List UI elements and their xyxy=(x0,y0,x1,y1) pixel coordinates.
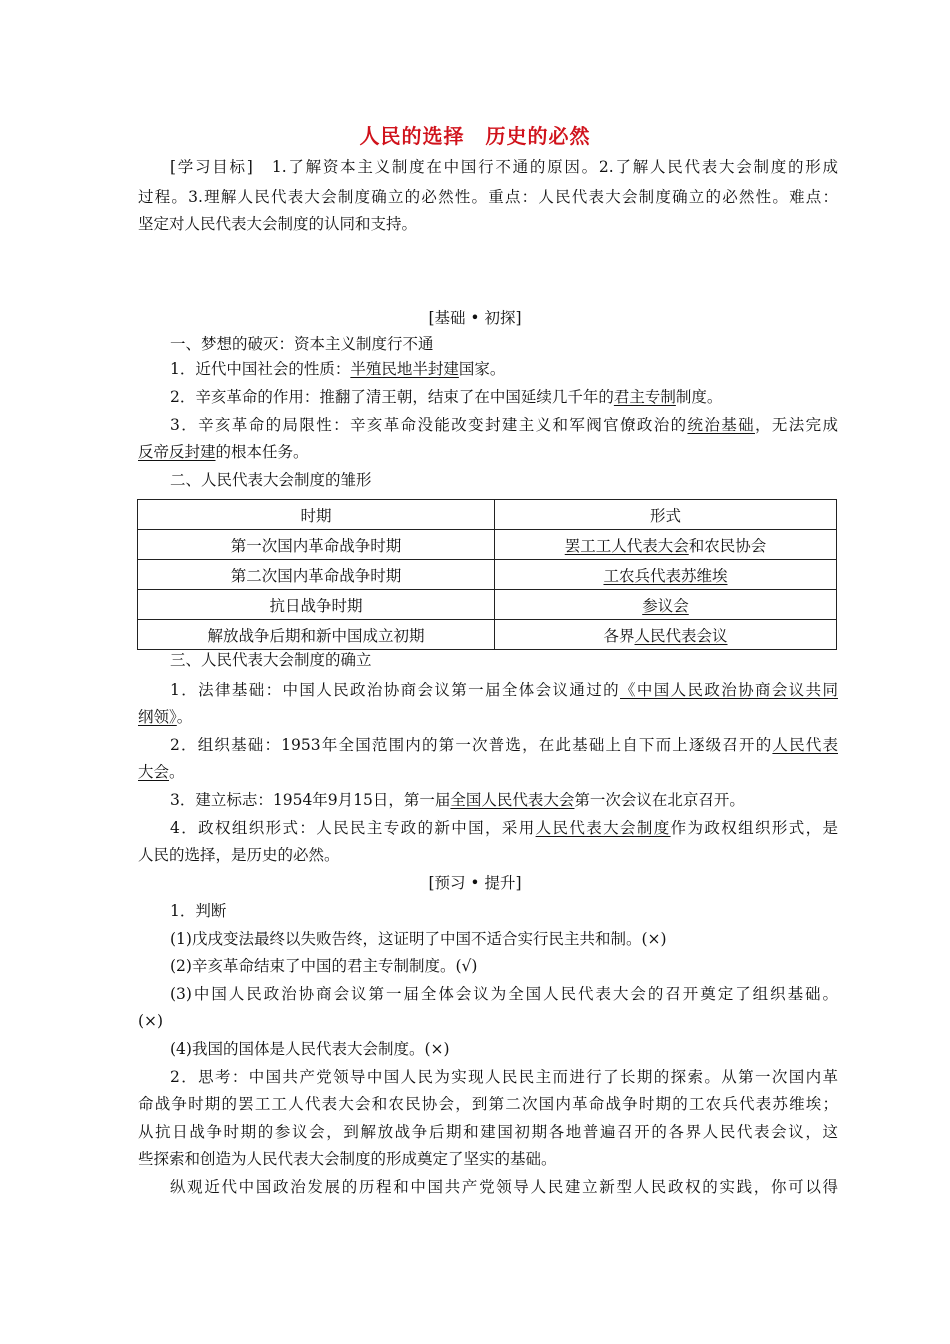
part3-item-3: 3．建立标志：1954年9月15日，第一届全国人民代表大会第一次会议在北京召开。 xyxy=(170,791,745,809)
judge-heading: 1．判断 xyxy=(170,902,227,920)
think-line-3: 从抗日战争时期的参议会，到解放战争后期和建国初期各地普遍召开的各界人民代表会议，这 xyxy=(138,1123,838,1141)
part1-item-1: 1．近代中国社会的性质：半殖民地半封建国家。 xyxy=(170,360,506,378)
table-row xyxy=(138,530,837,560)
part3-heading: 三、人民代表大会制度的确立 xyxy=(170,651,372,669)
table-row xyxy=(138,590,837,620)
judge-question-3-cont: (×) xyxy=(138,1012,164,1030)
judge-question-3: (3)中国人民政治协商会议第一届全体会议为全国人民代表大会的召开奠定了组织基础。 xyxy=(170,985,838,1003)
table-cell-period: 第一次国内革命战争时期 xyxy=(138,530,495,560)
part3-item-2-cont: 大会。 xyxy=(138,763,185,781)
form-table xyxy=(137,499,837,650)
part1-item-2: 2．辛亥革命的作用：推翻了清王朝，结束了在中国延续几千年的君主专制制度。 xyxy=(170,388,723,406)
fill-answer: 统治基础 xyxy=(687,416,755,434)
objectives-line-3: 坚定对人民代表大会制度的认同和支持。 xyxy=(138,215,418,233)
objectives-line-2: 过程。3.理解人民代表大会制度确立的必然性。重点：人民代表大会制度确立的必然性。难点： xyxy=(138,188,838,206)
fill-answer: 君主专制 xyxy=(613,388,676,406)
part3-item-4-cont: 人民的选择，是历史的必然。 xyxy=(138,846,340,864)
table-cell-form: 工农兵代表苏维埃 xyxy=(495,560,837,590)
part3-item-1: 1．法律基础：中国人民政治协商会议第一届全体会议通过的《中国人民政治协商会议共同 xyxy=(170,681,838,699)
section-preview-heading: [预习 • 提升] xyxy=(428,874,522,892)
fill-answer: 半殖民地半封建 xyxy=(350,360,459,378)
part3-item-1-cont: 纲领》。 xyxy=(138,708,193,726)
table-header-row xyxy=(138,500,837,530)
table-row xyxy=(138,620,837,650)
page-title: 人民的选择 历史的必然 xyxy=(359,124,591,148)
table-header-period: 时期 xyxy=(138,500,495,530)
table-row xyxy=(138,560,837,590)
fill-answer: 反帝反封建 xyxy=(138,443,216,461)
fill-answer: 人民代表 xyxy=(772,736,838,754)
judge-question-4: (4)我国的国体是人民代表大会制度。(×) xyxy=(170,1040,450,1058)
fill-answer: 纲领》 xyxy=(138,708,177,726)
table-cell-period: 第二次国内革命战争时期 xyxy=(138,560,495,590)
think-line-1: 2．思考：中国共产党领导中国人民为实现人民民主而进行了长期的探索。从第一次国内革 xyxy=(170,1068,838,1086)
table-cell-form: 参议会 xyxy=(495,590,837,620)
part1-item-3-cont: 反帝反封建的根本任务。 xyxy=(138,443,309,461)
fill-answer: 人民代表大会制度 xyxy=(535,819,671,837)
part1-item-3: 3．辛亥革命的局限性：辛亥革命没能改变封建主义和军阀官僚政治的统治基础，无法完成 xyxy=(170,416,838,434)
table-cell-form: 罢工工人代表大会和农民协会 xyxy=(495,530,837,560)
part1-heading: 一、梦想的破灭：资本主义制度行不通 xyxy=(170,335,434,353)
fill-answer: 全国人民代表大会 xyxy=(450,791,575,809)
fill-answer: 《中国人民政治协商会议共同 xyxy=(619,681,838,699)
table-cell-period: 抗日战争时期 xyxy=(138,590,495,620)
table-header-form: 形式 xyxy=(495,500,837,530)
think-line-5: 纵观近代中国政治发展的历程和中国共产党领导人民建立新型人民政权的实践，你可以得 xyxy=(170,1178,838,1196)
section-basic-heading: [基础 • 初探] xyxy=(428,309,522,327)
part3-item-2: 2．组织基础：1953年全国范围内的第一次普选，在此基础上自下而上逐级召开的人民代表 xyxy=(170,736,838,754)
think-line-4: 些探索和创造为人民代表大会制度的形成奠定了坚实的基础。 xyxy=(138,1150,557,1168)
table-cell-form: 各界人民代表会议 xyxy=(495,620,837,650)
objectives-line-1: [学习目标] 1.了解资本主义制度在中国行不通的原因。2.了解人民代表大会制度的形成 xyxy=(170,158,838,176)
judge-question-2: (2)辛亥革命结束了中国的君主专制制度。(√) xyxy=(170,957,478,975)
part3-item-4: 4．政权组织形式：人民民主专政的新中国，采用人民代表大会制度作为政权组织形式，是 xyxy=(170,819,838,837)
think-line-2: 命战争时期的罢工工人代表大会和农民协会，到第二次国内革命战争时期的工农兵代表苏维埃； xyxy=(138,1095,838,1113)
judge-question-1: (1)戊戌变法最终以失败告终，这证明了中国不适合实行民主共和制。(×) xyxy=(170,930,667,948)
fill-answer: 大会 xyxy=(138,763,170,781)
part2-heading: 二、人民代表大会制度的雏形 xyxy=(170,471,372,489)
table-cell-period: 解放战争后期和新中国成立初期 xyxy=(138,620,495,650)
